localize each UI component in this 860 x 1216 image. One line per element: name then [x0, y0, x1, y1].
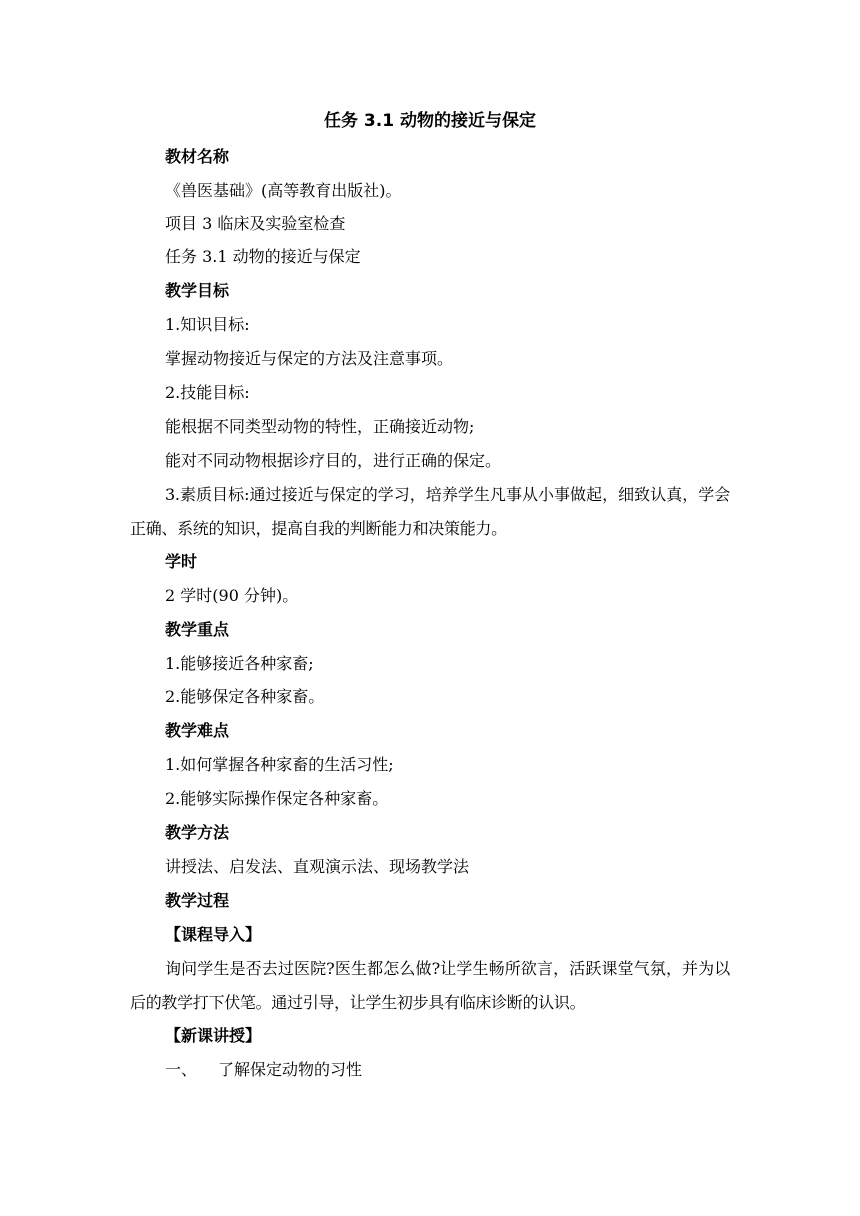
- goal-skill-label: 2.技能目标:: [165, 383, 250, 402]
- heading-key-points: 教学重点: [165, 620, 230, 639]
- new-lesson-item-1-marker: 一、: [165, 1060, 198, 1079]
- hours-text: 2 学时(90 分钟)。: [165, 586, 299, 605]
- difficult-point-1: 1.如何掌握各种家畜的生活习性;: [165, 755, 394, 774]
- heading-hours: 学时: [165, 552, 198, 571]
- goal-knowledge-text: 掌握动物接近与保定的方法及注意事项。: [165, 349, 454, 368]
- page-title: 任务 3.1 动物的接近与保定: [324, 111, 536, 131]
- material-book: 《兽医基础》(高等教育出版社)。: [165, 181, 402, 200]
- goal-skill-text-2: 能对不同动物根据诊疗目的，进行正确的保定。: [165, 451, 502, 470]
- new-lesson-item-1-text: 了解保定动物的习性: [218, 1060, 363, 1079]
- heading-goals: 教学目标: [165, 281, 230, 300]
- heading-new-lesson: 【新课讲授】: [165, 1026, 262, 1045]
- goal-skill-text-1: 能根据不同类型动物的特性，正确接近动物;: [165, 417, 475, 436]
- heading-material: 教材名称: [165, 147, 230, 166]
- heading-methods: 教学方法: [165, 823, 230, 842]
- heading-difficult-points: 教学难点: [165, 721, 230, 740]
- methods-text: 讲授法、启发法、直观演示法、现场教学法: [165, 857, 470, 876]
- material-project: 项目 3 临床及实验室检查: [165, 214, 346, 233]
- material-task: 任务 3.1 动物的接近与保定: [165, 247, 361, 266]
- difficult-point-2: 2.能够实际操作保定各种家畜。: [165, 789, 389, 808]
- key-point-1: 1.能够接近各种家畜;: [165, 654, 314, 673]
- intro-paragraph: 询问学生是否去过医院?医生都怎么做?让学生畅所欲言，活跃课堂气氛，并为以后的教学打下伏笔。通过引导，让学生初步具有临床诊断的认识。: [130, 959, 730, 1012]
- heading-process: 教学过程: [165, 891, 230, 910]
- goal-knowledge-label: 1.知识目标:: [165, 315, 250, 334]
- heading-intro: 【课程导入】: [165, 925, 262, 944]
- goal-quality-paragraph: 3.素质目标:通过接近与保定的学习，培养学生凡事从小事做起，细致认真，学会正确、系统的知识，提高自我的判断能力和决策能力。: [130, 485, 730, 538]
- key-point-2: 2.能够保定各种家畜。: [165, 687, 325, 706]
